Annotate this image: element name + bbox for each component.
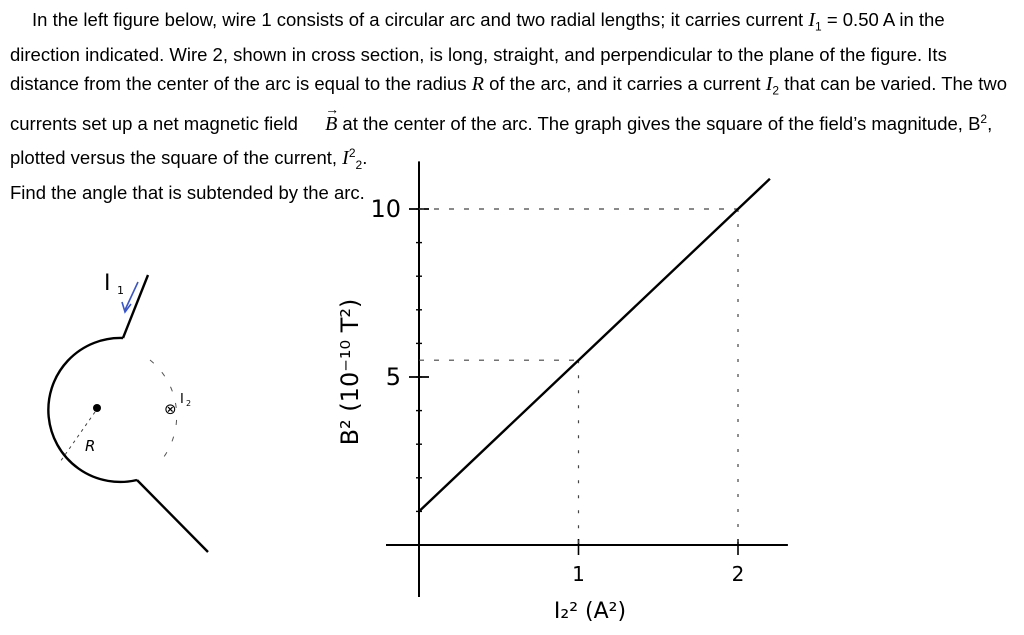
wire2-label: I (180, 392, 184, 407)
current-i1-subscript: 1 (815, 19, 822, 34)
current-i1-symbol: I (808, 9, 815, 31)
problem-text-3: of the arc, and it carries a current (483, 72, 766, 94)
field-vector-symbol: → B (303, 110, 337, 139)
i2-squared-subscript: 2 (355, 157, 363, 172)
x-axis-title: I₂² (A²) (553, 599, 627, 624)
problem-text-2: = 0.50 A in the direction indicated. Wire 2, shown in cross section, is long, straight, and perpendicular to the plane of the figure. Its distance from the center of the arc is equal to the radius (10, 9, 947, 94)
problem-text-5: at the center of the arc. The graph gives the square of the field’s magnitude, (337, 113, 969, 135)
graph-guides (419, 209, 738, 545)
problem-text-4: that can be varied. The two currents set up a net magnetic field (10, 72, 1008, 135)
y-tick-label: 10 (370, 195, 401, 223)
x-tick-label: 1 (572, 562, 585, 586)
graph-axes (386, 161, 788, 597)
radius-label: R (85, 437, 96, 455)
data-line (419, 179, 770, 512)
problem-text-1: In the left figure below, wire 1 consists of a circular arc and two radial lengths; it carries current (32, 9, 809, 30)
wire2-label-subscript: 2 (186, 399, 192, 408)
problem-text-7: . (362, 147, 368, 169)
current-i2-symbol: I (765, 72, 773, 95)
x-tick-label: 2 (731, 562, 745, 586)
b-squared-base: B (968, 113, 981, 135)
wire1-label: I (104, 271, 111, 296)
y-axis-title: B² (10⁻¹⁰ T²) (336, 298, 364, 446)
y-tick-label: 5 (385, 363, 401, 391)
i2-squared-symbol: I (342, 147, 349, 170)
b-squared-exponent: 2 (980, 112, 988, 127)
wire2-cross-section-icon: ⊗ (164, 400, 177, 418)
wire1-label-subscript: 1 (117, 284, 124, 297)
graph-labels (336, 195, 744, 624)
radius-symbol: R (471, 72, 484, 95)
question: Find the angle that is subtended by the arc. (10, 182, 365, 204)
current-i2-subscript: 2 (772, 83, 780, 98)
problem-text-6: , plotted versus the square of the current, (10, 113, 993, 169)
graph-series (419, 179, 770, 512)
i2-squared-exponent: 2 (348, 145, 356, 160)
